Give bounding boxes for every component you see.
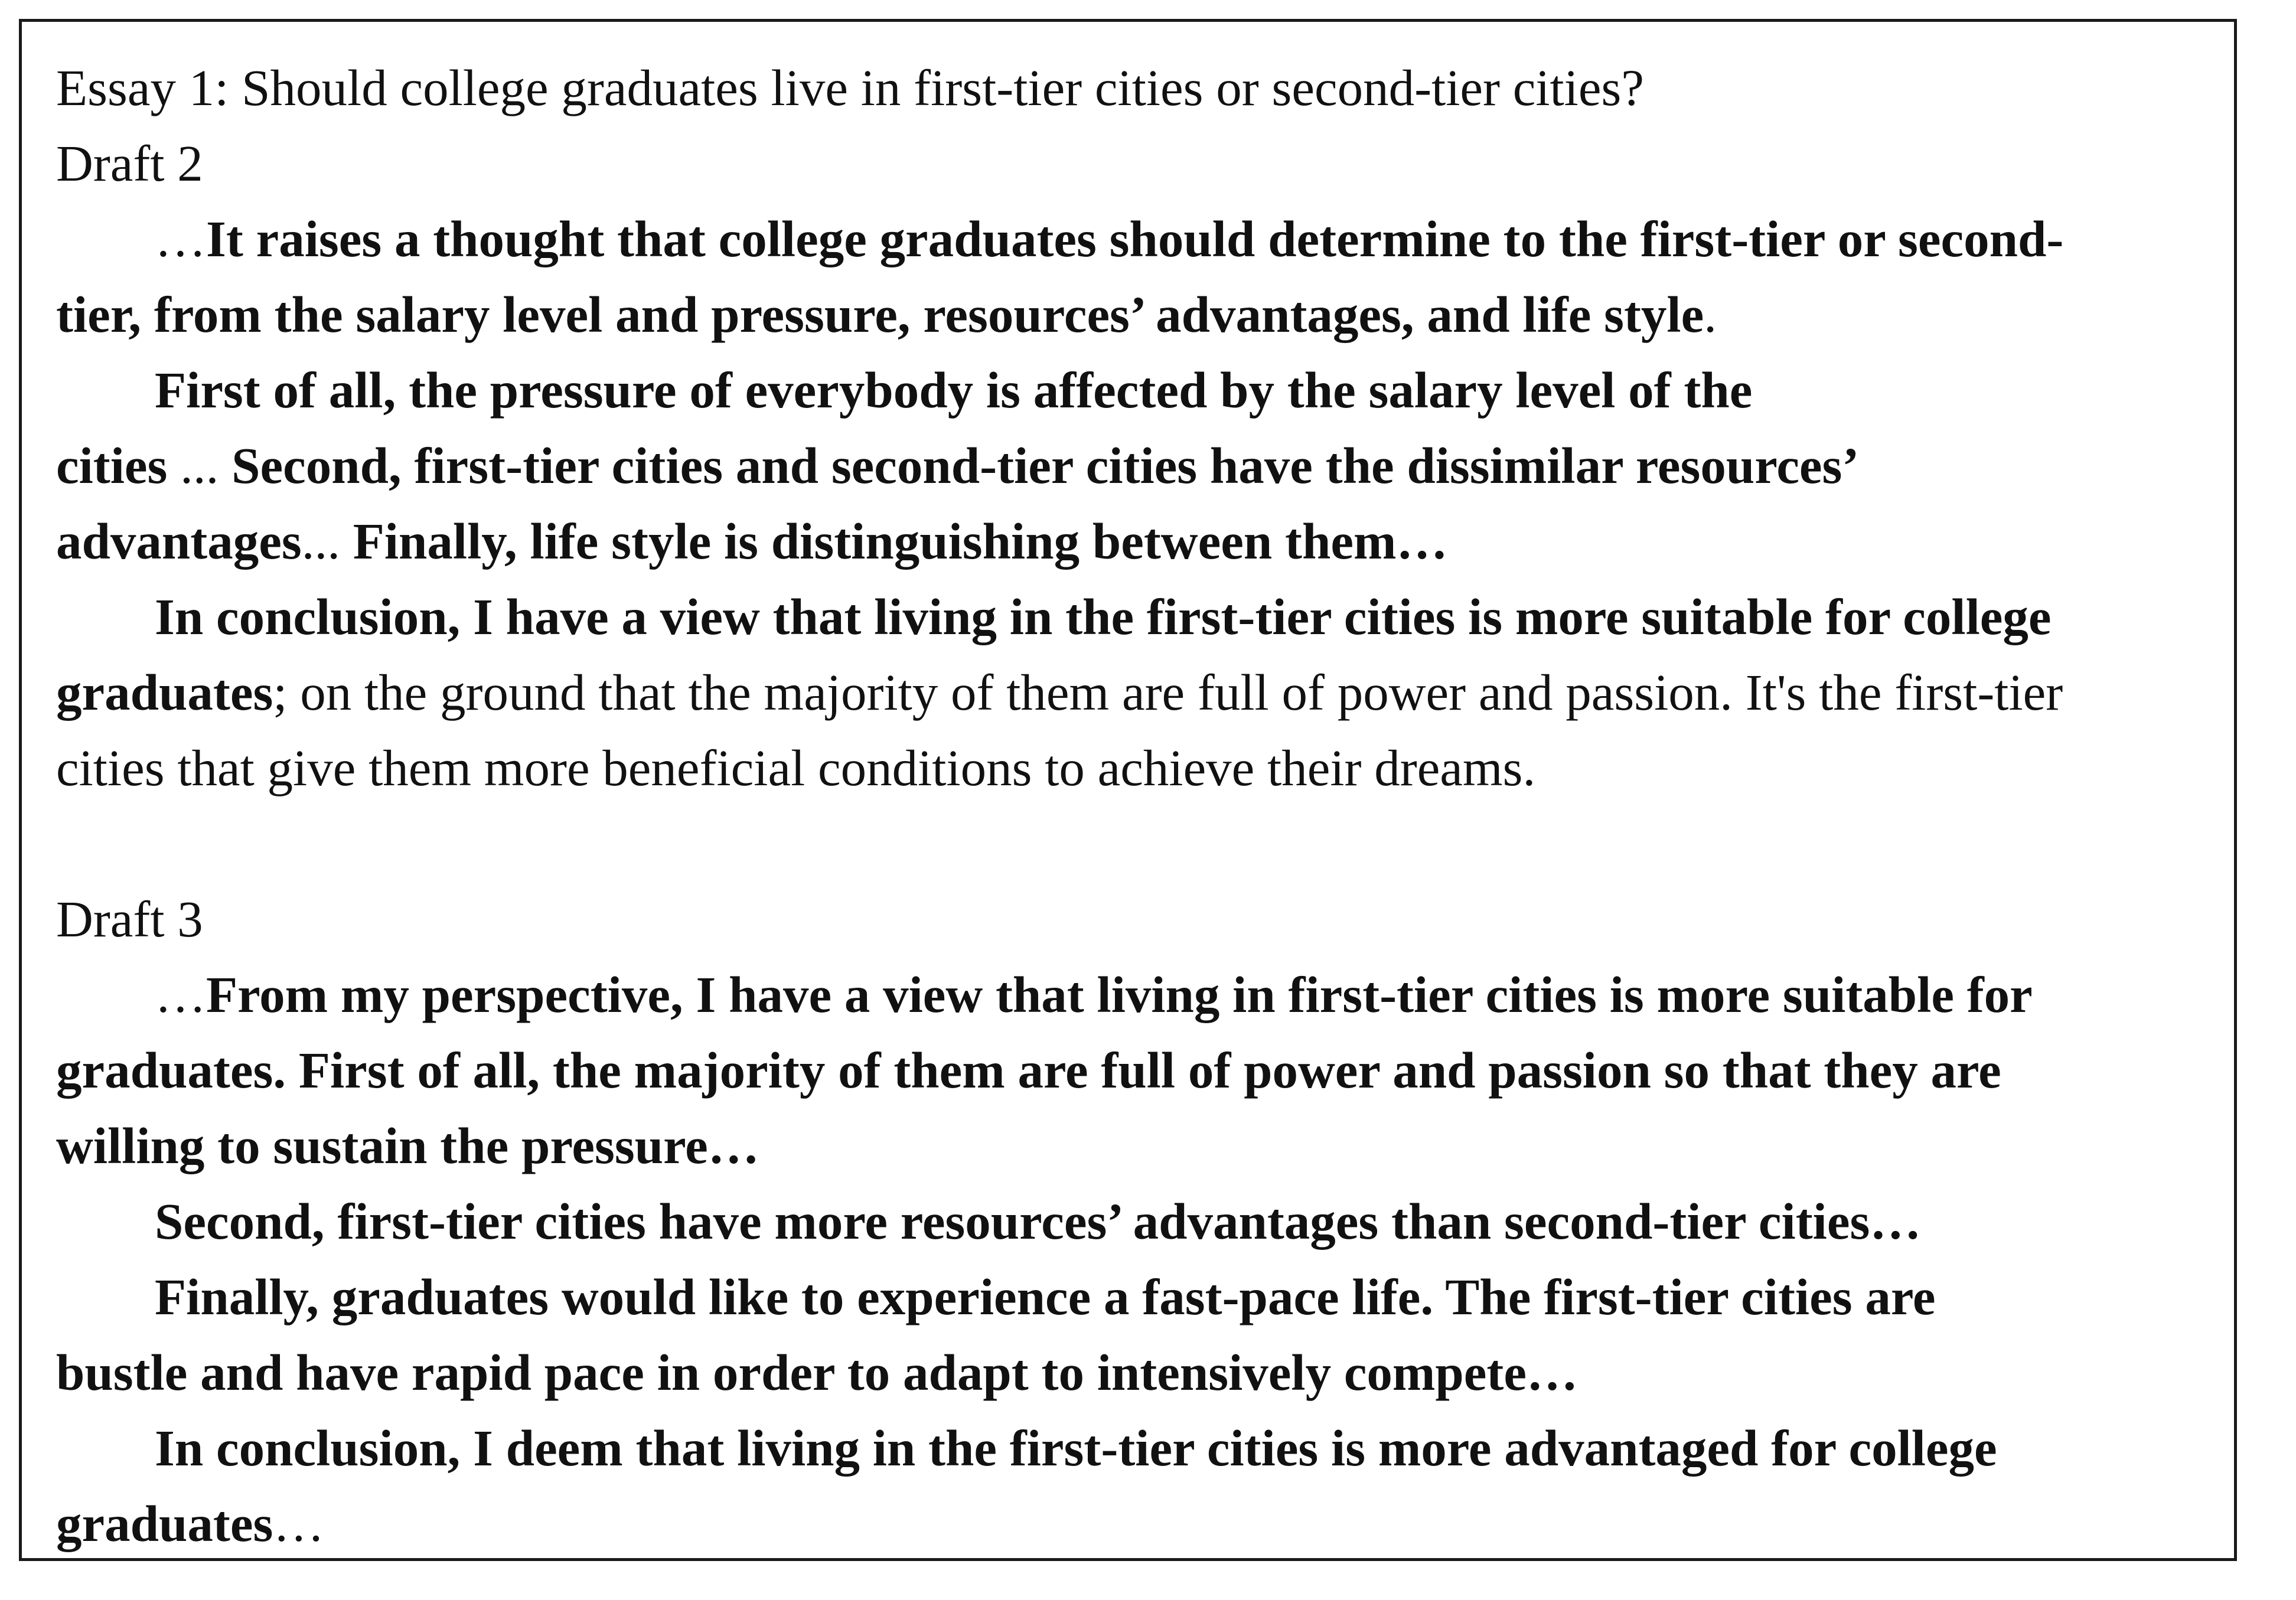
bold-text: In conclusion, I deem that living in the first-tier cities is more advantaged for college [155,1419,1997,1477]
bold-text: graduates [56,664,273,721]
draft3-paragraph1-line1 [56,957,2247,1033]
ellipsis-lead: … [155,210,206,267]
section-spacer [56,806,2247,881]
draft3-paragraph4-line1 [56,1410,2247,1486]
bold-text: graduates. First of all, the majority of them are full of power and passion so that they are [56,1041,2001,1099]
bold-text: First of all, the pressure of everybody is affected by the salary level of the [155,361,1753,419]
bold-text: advantages [56,512,302,570]
bold-text: graduates [56,1495,273,1552]
draft2-paragraph2-line2 [56,428,2247,504]
draft3-paragraph1-line3 [56,1108,2247,1184]
bold-text: bustle and have rapid pace in order to adapt to intensively compete… [56,1344,1578,1401]
draft2-paragraph1-line2 [56,277,2247,352]
bold-text: cities [56,437,168,494]
essay-frame [19,19,2237,1561]
draft2-paragraph2-line3 [56,504,2247,579]
bold-text: It raises a thought that college graduates should determine to the first-tier or second- [206,210,2064,267]
essay-content [56,50,2247,1562]
draft3-paragraph2-line1 [56,1184,2247,1259]
plain-text: ... [301,512,353,570]
bold-text: In conclusion, I have a view that living in the first-tier cities is more suitable for college [155,588,2052,645]
draft3-paragraph3-line1 [56,1259,2247,1335]
plain-text: … [273,1495,325,1552]
draft2-paragraph3-line3 [56,730,2247,806]
plain-text: . [1704,286,1717,343]
plain-text: ; on the ground that the majority of them are full of power and passion. It's the first-tier [273,664,2063,721]
draft2-paragraph2-line1 [56,352,2247,428]
draft2-heading: Draft 2 [56,135,203,192]
draft3-paragraph1-line2 [56,1033,2247,1108]
draft2-paragraph1-line1 [56,201,2247,277]
draft3-paragraph3-line2 [56,1335,2247,1410]
bold-text: Second, first-tier cities have more resources’ advantages than second-tier cities… [155,1193,1922,1250]
plain-text: cities that give them more beneficial conditions to achieve their dreams. [56,739,1536,796]
bold-text: Finally, life style is distinguishing between them… [353,512,1448,570]
bold-text: Second, first-tier cities and second-tier cities have the dissimilar resources’ [231,437,1860,494]
draft3-heading: Draft 3 [56,890,203,948]
bold-text: From my perspective, I have a view that living in first-tier cities is more suitable for [206,966,2033,1023]
bold-text: willing to sustain the pressure… [56,1117,759,1174]
draft2-paragraph3-line1 [56,579,2247,655]
ellipsis-lead: … [155,966,206,1023]
bold-text: tier, from the salary level and pressure, resources’ advantages, and life style [56,286,1704,343]
draft3-paragraph4-line2 [56,1486,2247,1562]
bold-text: Finally, graduates would like to experience a fast-pace life. The first-tier cities are [155,1268,1936,1325]
essay-title: Essay 1: Should college graduates live in first-tier cities or second-tier cities? [56,59,1644,116]
plain-text: ... [167,437,232,494]
draft2-paragraph3-line2 [56,655,2247,730]
